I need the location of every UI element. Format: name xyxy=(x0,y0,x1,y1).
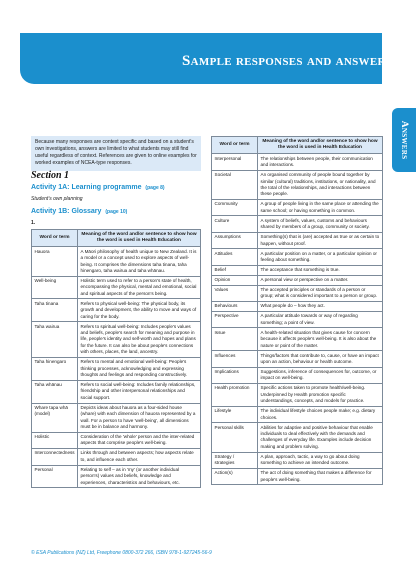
meaning-cell: The individual lifestyle choices people make; e.g. dietary choices. xyxy=(258,406,383,422)
term-cell: Belief xyxy=(212,265,258,275)
meaning-cell: A particular position on a matter, or a particular opinion or feeling about something. xyxy=(258,249,383,265)
question-number: 1. xyxy=(31,220,36,226)
table-row xyxy=(212,170,383,199)
term-cell: Action(s) xyxy=(212,468,258,484)
term-cell: Well-being xyxy=(32,276,78,299)
meaning-cell: The relationships between people, their communication and interactions. xyxy=(258,154,383,170)
table-row xyxy=(212,384,383,407)
meaning-cell: Refers to social well-being: Includes family relationships, friendship and other interpersonal relationships and social support. xyxy=(78,380,201,403)
table-row xyxy=(212,452,383,468)
activity-1a-title: Activity 1A: Learning programme xyxy=(31,184,142,191)
term-cell: Societal xyxy=(212,170,258,199)
glossary-table-left xyxy=(31,229,201,488)
meaning-cell: Consideration of the 'whole' person and the inter-related aspects that comprise people's well-being. xyxy=(78,432,201,448)
table-row xyxy=(212,312,383,328)
table-row xyxy=(212,200,383,216)
term-cell: Opinion xyxy=(212,275,258,285)
term-cell: Personal skills xyxy=(212,423,258,452)
table-row xyxy=(32,247,201,276)
meaning-cell: Something(s) that is (are) accepted as true or as certain to happen, without proof. xyxy=(258,232,383,248)
meaning-cell: Abilities for adaptive and positive behaviour that enable individuals to deal effectively with the demands and challenges of everyday life. Examples include decision making and problem solving. xyxy=(258,423,383,452)
table-row xyxy=(32,299,201,322)
activity-1a-heading xyxy=(31,184,165,191)
table-row xyxy=(212,232,383,248)
meaning-cell: Refers to physical well-being: The physical body, its growth and development, the ability to move and ways of caring for the body. xyxy=(78,299,201,322)
header-meaning: Meaning of the word and/or sentence to show how the word is used in Health Education xyxy=(258,137,383,154)
table-row xyxy=(32,403,201,432)
meaning-cell: The acceptance that something is true. xyxy=(258,265,383,275)
table-row xyxy=(212,423,383,452)
section-title: Section 1 xyxy=(31,170,70,181)
footer-copyright: © ESA Publications (NZ) Ltd, Freephone 0800-372 266, ISBN 978-1-927245-56-9 xyxy=(31,550,212,556)
term-cell: Whare tapa whā (model) xyxy=(32,403,78,432)
meaning-cell: A particular attitude towards or way of regarding something; a point of view. xyxy=(258,312,383,328)
meaning-cell: The accepted principles or standards of a person or group; what is considered important to a person or group. xyxy=(258,285,383,301)
term-cell: Influences xyxy=(212,351,258,367)
term-cell: Taha hinengaro xyxy=(32,357,78,380)
side-tab-answers[interactable] xyxy=(392,108,416,172)
term-cell: Interconnectedness xyxy=(32,449,78,465)
header-term: Word or term xyxy=(32,230,78,247)
term-cell: Issue xyxy=(212,328,258,351)
header-term: Word or term xyxy=(212,137,258,154)
table-row xyxy=(32,465,201,488)
table-row xyxy=(212,351,383,367)
meaning-cell: A personal view or perspective on a matter. xyxy=(258,275,383,285)
table-row xyxy=(212,285,383,301)
meaning-cell: Things/factors that contribute to, cause, or have an impact upon an action, behaviour or health outcome. xyxy=(258,351,383,367)
term-cell: Taha whānau xyxy=(32,380,78,403)
meaning-cell: A group of people living in the same place or attending the same school; or having something in common. xyxy=(258,200,383,216)
term-cell: Culture xyxy=(212,216,258,232)
glossary-body-left xyxy=(32,247,201,488)
table-row xyxy=(32,357,201,380)
term-cell: Behaviours xyxy=(212,302,258,312)
meaning-cell: Links through and between aspects; how aspects relate to, and influence each other. xyxy=(78,449,201,465)
table-row xyxy=(212,406,383,422)
term-cell: Hauora xyxy=(32,247,78,276)
term-cell: Personal xyxy=(32,465,78,488)
term-cell: Taha wairua xyxy=(32,322,78,358)
meaning-cell: Refers to mental and emotional well-being: People's thinking processes, acknowledging and expressing thoughts and feelings and responding constructively. xyxy=(78,357,201,380)
activity-1b-page: (page 10) xyxy=(105,209,128,215)
table-row xyxy=(32,432,201,448)
header-meaning: Meaning of the word and/or sentence to show how the word is used in Health Education xyxy=(78,230,201,247)
table-header-row xyxy=(212,137,383,154)
meaning-cell: A health-related situation that gives cause for concern because it affects people's well-being. It is also about the nature or point of the matter. xyxy=(258,328,383,351)
meaning-cell: Holistic term used to refer to a person's state of health, encompassing the physical, mental and emotional, social and spiritual aspects of the person's being. xyxy=(78,276,201,299)
meaning-cell: The act of doing something that makes a difference for people's well-being. xyxy=(258,468,383,484)
term-cell: Interpersonal xyxy=(212,154,258,170)
meaning-cell: Suggestions, inference of consequences for, outcome, or impact on well-being. xyxy=(258,367,383,383)
term-cell: Values xyxy=(212,285,258,301)
meaning-cell: Relating to self – as in 'my' (or another individual person's) values and beliefs, knowledge and experiences, characteristics and behaviours, etc. xyxy=(78,465,201,488)
table-row xyxy=(212,302,383,312)
table-row xyxy=(212,328,383,351)
table-row xyxy=(212,367,383,383)
table-row xyxy=(212,216,383,232)
table-row xyxy=(32,449,201,465)
meaning-cell: Depicts ideas about hauora as a four-sided house (whare) with each dimension of hauora represented by a wall. For a person to have 'well-being', all dimensions must be in balance and harmony. xyxy=(78,403,201,432)
activity-1b-heading xyxy=(31,208,127,215)
table-row xyxy=(212,275,383,285)
term-cell: Lifestyle xyxy=(212,406,258,422)
meaning-cell: A Māori philosophy of health unique to New Zealand. It is a model or a concept used to explore aspects of well-being. It comprises the dimensions taha tinana, taha hinengaro, taha wairua and taha whānau. xyxy=(78,247,201,276)
term-cell: Holistic xyxy=(32,432,78,448)
table-header-row xyxy=(32,230,201,247)
term-cell: Implications xyxy=(212,367,258,383)
activity-1a-page: (page 8) xyxy=(145,185,165,191)
activity-1a-note: Student's own planning xyxy=(31,196,83,202)
term-cell: Perspective xyxy=(212,312,258,328)
table-row xyxy=(212,249,383,265)
glossary-table-right xyxy=(211,136,383,485)
page-title: Sample responses and answers xyxy=(182,53,393,69)
table-row xyxy=(212,265,383,275)
meaning-cell: A system of beliefs, values, customs and behaviours shared by members of a group, community or society. xyxy=(258,216,383,232)
table-row xyxy=(32,322,201,358)
term-cell: Strategy / strategies xyxy=(212,452,258,468)
meaning-cell: What people do – how they act. xyxy=(258,302,383,312)
term-cell: Community xyxy=(212,200,258,216)
activity-1b-title: Activity 1B: Glossary xyxy=(31,208,102,215)
table-row xyxy=(212,154,383,170)
term-cell: Taha tinana xyxy=(32,299,78,322)
meaning-cell: An organised community of people bound together by similar (cultural) traditions, institutions, or nationality, and the total of the relationships, and interactions between these people. xyxy=(258,170,383,199)
meaning-cell: Specific actions taken to promote health/well-being. Underpinned by Health promotion specific understandings, concepts, and models for practice. xyxy=(258,384,383,407)
table-row xyxy=(32,276,201,299)
side-tab-label: Answers xyxy=(399,120,409,160)
table-row xyxy=(32,380,201,403)
table-row xyxy=(212,468,383,484)
meaning-cell: A plan, approach, tactic, a way to go about doing something to achieve an intended outcome. xyxy=(258,452,383,468)
term-cell: Health promotion xyxy=(212,384,258,407)
meaning-cell: Refers to spiritual well-being: Includes people's values and beliefs, people's search for meaning and purpose in life, people's identity and self-worth and hopes and plans for the future. It can also be about people's connections with others, places, the land, ancestry. xyxy=(78,322,201,358)
glossary-body-right xyxy=(212,154,383,485)
intro-note: Because many responses are context specific and based on a student's own investigations, answers are limited to what students may still find useful regardless of context. References are given to online examples for worked examples of NCEA-type responses. xyxy=(31,136,201,171)
term-cell: Attitudes xyxy=(212,249,258,265)
term-cell: Assumptions xyxy=(212,232,258,248)
